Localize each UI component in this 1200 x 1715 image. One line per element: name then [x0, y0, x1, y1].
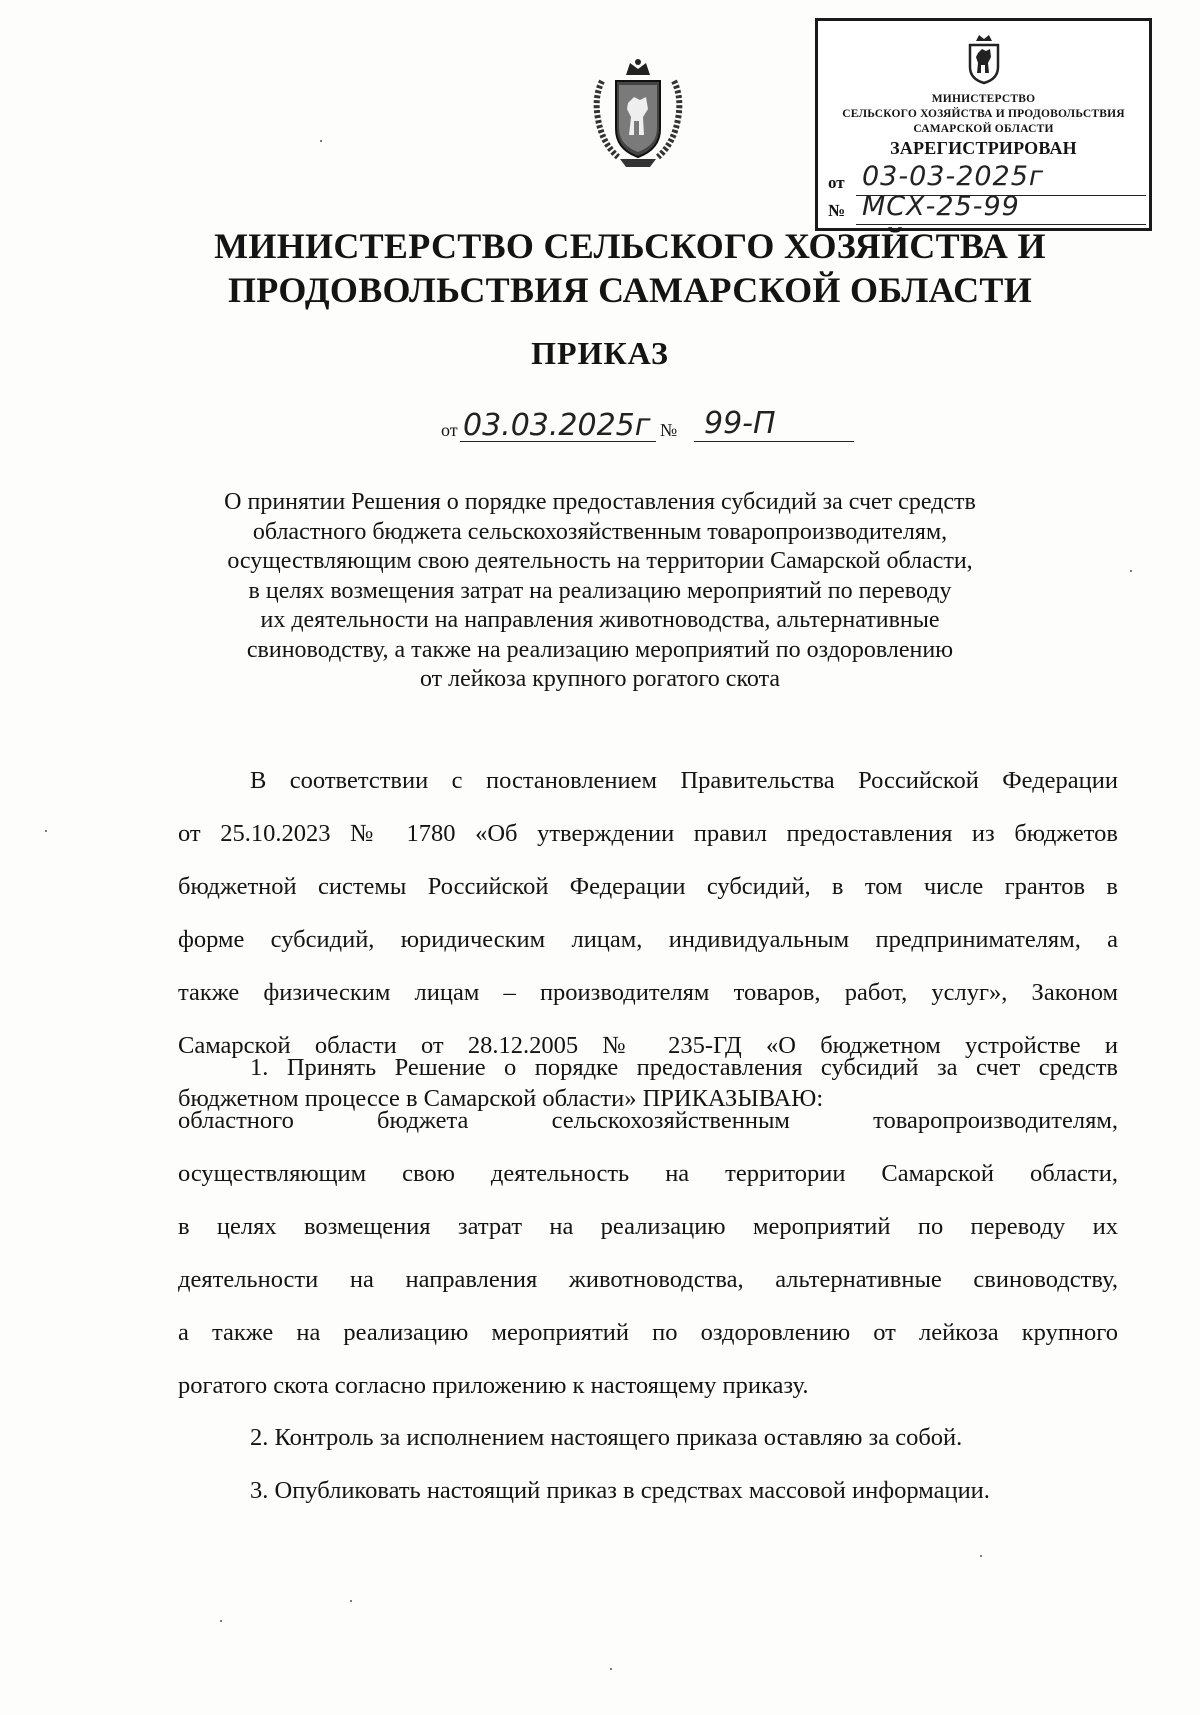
- scan-speck: [220, 1620, 222, 1622]
- paragraph-line: бюджетном процессе в Самарской области» ПРИКАЗЫВАЮ:: [178, 1085, 824, 1112]
- paragraph-line: форме субсидий, юридическим лицам, индивидуальным предпринимателям, а: [178, 926, 1118, 953]
- order-number-handwritten: 99-П: [704, 406, 776, 441]
- paragraph-line: бюджетной системы Российской Федерации субсидий, в том числе грантов в: [178, 873, 1118, 900]
- order-number-underline: [694, 441, 854, 442]
- paragraph-line: также физическим лицам – производителям товаров, работ, услуг», Законом: [178, 979, 1118, 1006]
- paragraph-line: областного бюджета сельскохозяйственным товаропроизводителям,: [178, 1107, 1118, 1134]
- stamp-registered-label: ЗАРЕГИСТРИРОВАН: [890, 138, 1077, 158]
- stamp-ministry-line1: МИНИСТЕРСТВО: [931, 93, 1036, 105]
- subject-line: в целях возмещения затрат на реализацию мероприятий по переводу: [248, 577, 952, 604]
- stamp-date-label: от: [828, 173, 845, 192]
- paragraph-line: рогатого скота согласно приложению к настоящему приказу.: [178, 1372, 809, 1399]
- subject-line: осуществляющим свою деятельность на территории Самарской области,: [227, 548, 973, 574]
- scan-speck: [45, 830, 47, 832]
- subject-line: О принятии Решения о порядке предоставления субсидий за счет средств: [224, 489, 976, 515]
- stamp-ministry-line3: САМАРСКОЙ ОБЛАСТИ: [913, 123, 1054, 135]
- subject-line: свиноводству, а также на реализацию мероприятий по оздоровлению: [246, 636, 954, 663]
- samara-coat-of-arms-icon: [588, 57, 688, 169]
- scan-speck: [320, 140, 322, 142]
- paragraph-line: 3. Опубликовать настоящий приказ в средствах массовой информации.: [250, 1477, 990, 1504]
- stamp-number-handwritten: МСХ-25-99: [862, 191, 1020, 222]
- paragraph-line: В соответствии с постановлением Правительства Российской Федерации: [250, 767, 1118, 794]
- order-number-label: №: [660, 420, 678, 440]
- clause-2-paragraph: [178, 1411, 1118, 1464]
- clause-1-paragraph: [178, 1041, 1118, 1412]
- paragraph-line: Самарской области от 28.12.2005 № 235-ГД «О бюджетном устройстве и: [178, 1032, 1118, 1059]
- scan-speck: [350, 1600, 352, 1602]
- stamp-coat-of-arms-icon: [964, 33, 1004, 85]
- ministry-title-line2: ПРОДОВОЛЬСТВИЯ САМАРСКОЙ ОБЛАСТИ: [227, 270, 1033, 310]
- order-date-handwritten: 03.03.2025г: [463, 408, 651, 443]
- clause-3-paragraph: [178, 1464, 1118, 1517]
- paragraph-line: осуществляющим свою деятельность на территории Самарской области,: [178, 1160, 1118, 1187]
- ministry-title-line1: МИНИСТЕРСТВО СЕЛЬСКОГО ХОЗЯЙСТВА И: [214, 226, 1046, 266]
- order-subject: [170, 488, 1030, 695]
- scan-speck: [1130, 570, 1132, 572]
- paragraph-line: 1. Принять Решение о порядке предоставления субсидий за счет средств: [250, 1054, 1118, 1081]
- stamp-ministry-line2: СЕЛЬСКОГО ХОЗЯЙСТВА И ПРОДОВОЛЬСТВИЯ: [842, 108, 1125, 120]
- scan-speck: [980, 1555, 982, 1557]
- paragraph-line: а также на реализацию мероприятий по оздоровлению от лейкоза крупного: [178, 1319, 1118, 1346]
- scan-speck: [610, 1668, 612, 1670]
- order-date-underline: [460, 441, 656, 442]
- order-date-label: от: [441, 420, 458, 440]
- paragraph-line: в целях возмещения затрат на реализацию мероприятий по переводу их: [178, 1213, 1118, 1240]
- paragraph-line: деятельности на направления животноводства, альтернативные свиноводству,: [178, 1266, 1118, 1293]
- subject-line: их деятельности на направления животноводства, альтернативные: [260, 607, 940, 633]
- paragraph-line: от 25.10.2023 № 1780 «Об утверждении правил предоставления из бюджетов: [178, 820, 1118, 847]
- paragraph-line: 2. Контроль за исполнением настоящего приказа оставляю за собой.: [250, 1424, 963, 1451]
- registration-stamp: [815, 18, 1152, 231]
- subject-line: областного бюджета сельскохозяйственным товаропроизводителям,: [252, 518, 948, 545]
- stamp-date-handwritten: 03-03-2025г: [862, 161, 1045, 192]
- stamp-number-label: №: [828, 201, 846, 220]
- subject-line: от лейкоза крупного рогатого скота: [420, 666, 780, 692]
- document-type-title: ПРИКАЗ: [531, 335, 669, 371]
